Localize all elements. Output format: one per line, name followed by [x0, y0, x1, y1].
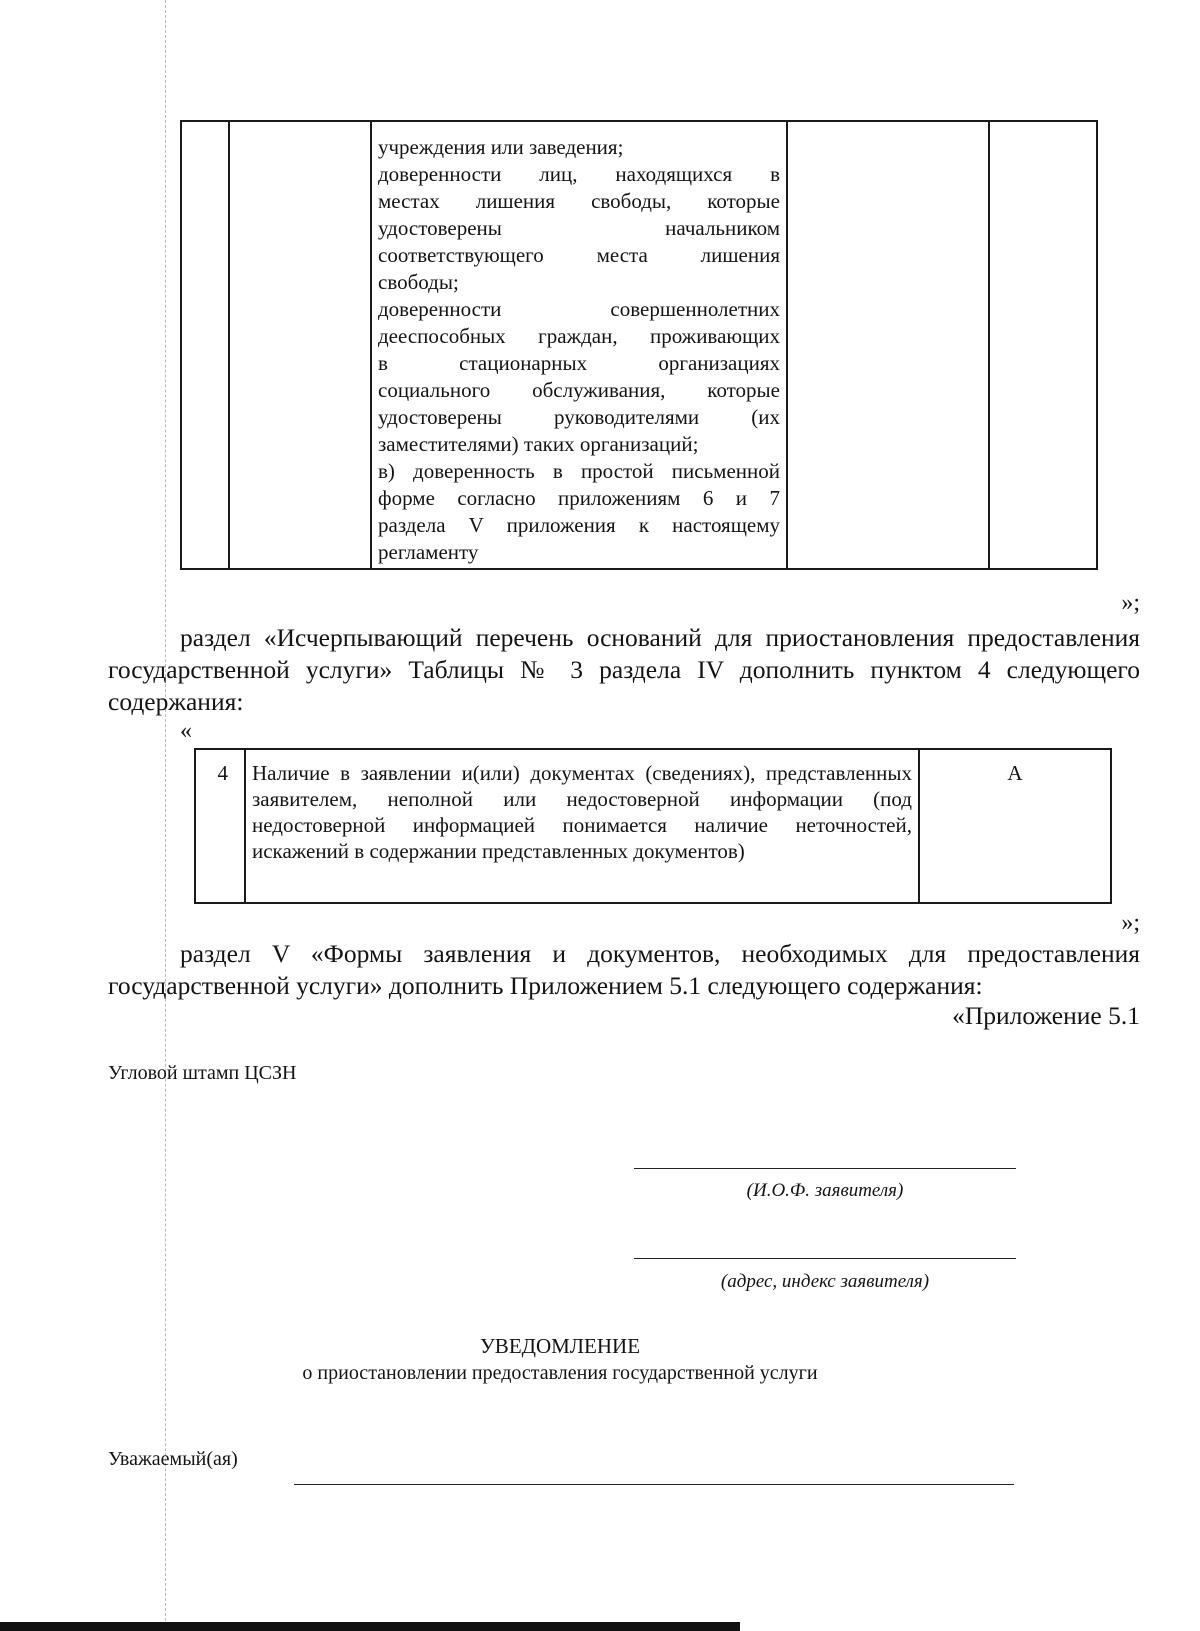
notice-subtitle: о приостановлении предоставления государственной услуги [302, 1362, 818, 1384]
table1-line: дееспособных граждан, проживающих [378, 324, 780, 348]
applicant-address-line [634, 1258, 1016, 1259]
applicant-name-line [634, 1168, 1016, 1169]
appendix-label: «Приложение 5.1 [952, 1001, 1140, 1030]
scan-margin-line [165, 0, 166, 1631]
amendment-paragraph-1: раздел «Исчерпывающий перечень оснований для приостановления предоставления государственной услуги» Таблицы № 3 раздела IV дополнить пунктом 4 следующего содержания: [108, 623, 1140, 716]
table1-line: учреждения или заведения; [378, 135, 624, 159]
closing-quote: »; [1121, 590, 1140, 616]
amendment-paragraph-2: раздел V «Формы заявления и документов, необходимых для предоставления государственной услуги» дополнить Приложением 5.1 следующего содержания: [108, 939, 1140, 1000]
applicant-name-caption: (И.О.Ф. заявителя) [746, 1180, 904, 1201]
corner-stamp-label: Угловой штамп ЦСЗН [108, 1062, 297, 1084]
table1-line: доверенности лиц, находящихся в [378, 162, 780, 186]
table1-col-code [989, 121, 1097, 569]
salutation-label: Уважаемый(ая) [108, 1448, 238, 1470]
table1-line: заместителями) таких организаций; [378, 432, 699, 456]
table1-line: свободы; [378, 270, 459, 294]
table1-col-name [229, 121, 371, 569]
continuation-table [180, 120, 1098, 570]
salutation-line [294, 1484, 1014, 1485]
table1-line: раздела V приложения к настоящему [378, 513, 780, 537]
table1-line: в) доверенность в простой письменной [378, 459, 780, 483]
table1-col-number [181, 121, 229, 569]
table1-line: регламенту [378, 540, 479, 564]
applicant-address-caption: (адрес, индекс заявителя) [720, 1271, 930, 1292]
table1-col-result [787, 121, 989, 569]
table1-documents-text [372, 122, 786, 566]
table1-line: соответствующего места лишения [378, 243, 780, 267]
opening-quote: « [180, 718, 192, 744]
table1-line: в стационарных организациях [378, 351, 780, 375]
grounds-item-number: 4 [195, 749, 245, 903]
table1-line: форме согласно приложениям 6 и 7 [378, 486, 780, 510]
table1-col-documents [371, 121, 787, 569]
scan-bottom-edge [0, 1622, 740, 1631]
table1-line: удостоверены руководителями (их [378, 405, 780, 429]
notice-title: УВЕДОМЛЕНИЕ [479, 1334, 641, 1358]
table1-line: местах лишения свободы, которые [378, 189, 780, 213]
table1-line: доверенности совершеннолетних [378, 297, 780, 321]
closing-quote: »; [1121, 910, 1140, 936]
grounds-item-text: Наличие в заявлении и(или) документах (сведениях), представленных заявителем, неполной или недостоверной информации (под недостоверной информацией понимается наличие неточностей, искажений в содержании представленных документов) [245, 749, 919, 903]
grounds-table [194, 748, 1112, 904]
grounds-item-code: А [919, 749, 1111, 903]
table1-line: социального обслуживания, которые [378, 378, 780, 402]
table1-line: удостоверены начальником [378, 216, 780, 240]
